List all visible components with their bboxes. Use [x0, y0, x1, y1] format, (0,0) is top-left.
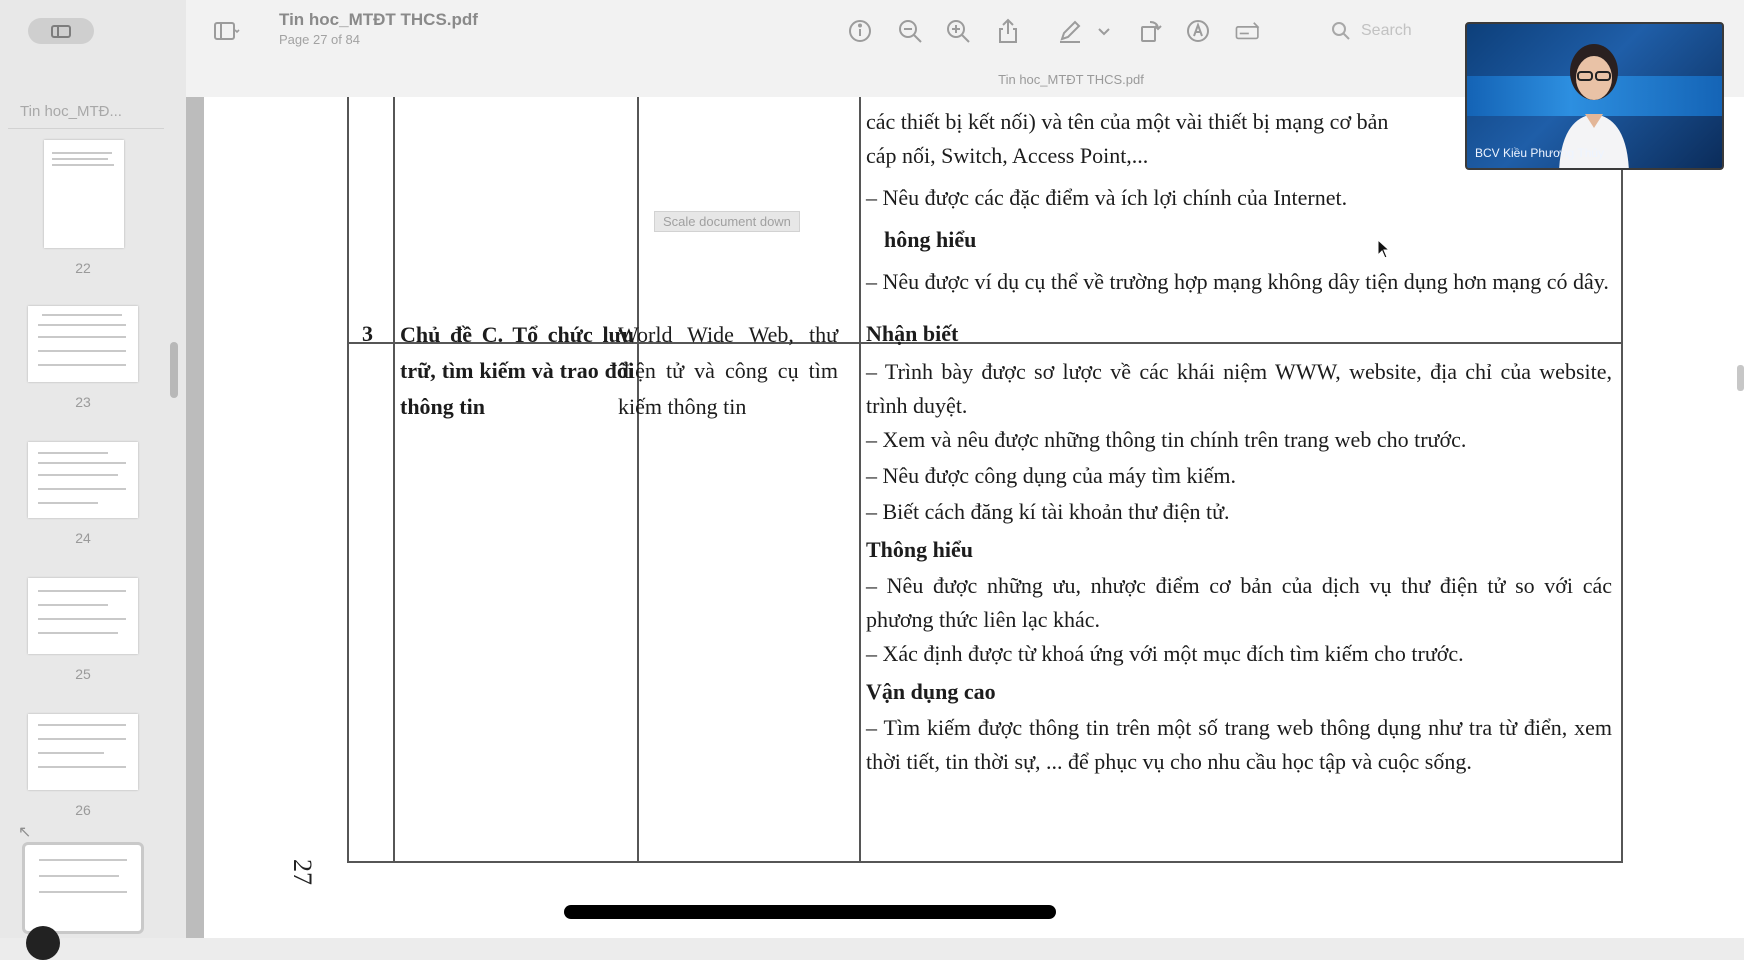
annotate-icon[interactable] — [1184, 17, 1212, 45]
search-input[interactable] — [1359, 21, 1453, 41]
requirement-line: – Trình bày được sơ lược về các khái niệm WWW, website, địa chỉ của website, trình duyệt. — [866, 359, 1612, 418]
page-indicator: Page 27 of 84 — [279, 32, 360, 47]
document-page — [204, 97, 1744, 938]
topic-cell: Chủ đề C. Tổ chức lưu trữ, tìm kiếm và trao đổi thông tin — [400, 322, 634, 419]
search-field[interactable] — [1329, 18, 1449, 44]
table-border — [1621, 97, 1623, 863]
tooltip: Scale document down — [654, 211, 800, 232]
page-thumbnail[interactable] — [28, 442, 138, 518]
thumbnail-label: 23 — [75, 394, 91, 410]
requirement-heading: hông hiểu — [884, 227, 977, 252]
sidebar-divider[interactable] — [186, 97, 204, 938]
markup-pen-icon[interactable] — [1056, 17, 1084, 45]
thumbnail-label: 26 — [75, 802, 91, 818]
page-thumbnail[interactable] — [44, 140, 124, 248]
requirement-heading: Nhận biết — [866, 321, 959, 346]
avatar — [26, 926, 60, 960]
webcam-overlay — [1465, 22, 1724, 170]
document-title: Tin hoc_MTĐT THCS.pdf — [279, 10, 478, 29]
zoom-in-icon[interactable] — [944, 17, 972, 45]
requirement-line: – Tìm kiếm được thông tin trên một số trang web thông dụng như tra từ điển, xem thời tiết, tin thời sự, ... để phục vụ cho nhu cầu học tập và cuộc sống. — [866, 715, 1612, 774]
page-thumbnail-selected[interactable] — [22, 842, 144, 934]
requirement-line: các thiết bị kết nối) và tên của một vài thiết bị mạng cơ bản — [866, 109, 1389, 134]
info-icon[interactable] — [846, 17, 874, 45]
presenter-name-label: BCV Kiều Phương Thủy — [1475, 146, 1605, 160]
sidebar-icon — [51, 25, 71, 38]
page-scrollbar[interactable] — [1737, 365, 1744, 391]
window-title: Tin hoc_MTĐT THCS.pdf — [998, 72, 1144, 87]
rotate-icon[interactable] — [1136, 17, 1164, 45]
form-fill-icon[interactable] — [1234, 17, 1268, 45]
requirement-heading: Thông hiểu — [866, 537, 973, 562]
requirement-line: – Nêu được các đặc điểm và ích lợi chính của Internet. — [866, 185, 1348, 210]
table-border — [347, 97, 349, 863]
page-thumbnail[interactable] — [28, 714, 138, 790]
page-thumbnail[interactable] — [28, 578, 138, 654]
table-border — [859, 97, 861, 863]
sidebar-separator — [8, 128, 164, 129]
content-cell: World Wide Web, thư điện tử và công cụ tìm kiếm thông tin — [618, 322, 838, 419]
sidebar-view-icon[interactable] — [212, 17, 240, 45]
table-border — [347, 861, 1623, 863]
thumbnail-label: 24 — [75, 530, 91, 546]
sidebar-toggle-button[interactable] — [28, 18, 94, 44]
chevron-down-icon[interactable] — [1090, 17, 1108, 45]
cursor-icon: ↖ — [18, 822, 32, 841]
thumbnail-label: 25 — [75, 666, 91, 682]
page-thumbnail[interactable] — [28, 306, 138, 382]
zoom-out-icon[interactable] — [896, 17, 924, 45]
thumbnail-sidebar — [0, 0, 186, 938]
requirement-line: – Nêu được công dụng của máy tìm kiếm. — [866, 463, 1236, 488]
table-border — [393, 97, 395, 863]
thumbnail-label: 22 — [75, 260, 91, 276]
requirement-line: – Nêu được những ưu, nhược điểm cơ bản của dịch vụ thư điện tử so với các phương thức liên lạc khác. — [866, 573, 1612, 632]
sidebar-scrollbar[interactable] — [170, 342, 178, 398]
table-border — [637, 97, 639, 863]
requirement-line: – Nêu được ví dụ cụ thể về trường hợp mạng không dây tiện dụng hơn mạng có dây. — [866, 269, 1609, 294]
requirement-line: – Xác định được từ khoá ứng với một mục đích tìm kiếm cho trước. — [866, 641, 1464, 666]
search-icon — [1329, 19, 1353, 43]
share-icon[interactable] — [994, 17, 1022, 45]
requirement-line: – Xem và nêu được những thông tin chính trên trang web cho trước. — [866, 427, 1467, 452]
page-number: 27 — [288, 859, 317, 885]
requirement-line: – Biết cách đăng kí tài khoản thư điện tử. — [866, 499, 1230, 524]
requirement-line: cáp nối, Switch, Access Point,... — [866, 143, 1149, 168]
requirement-heading: Vận dụng cao — [866, 679, 996, 704]
home-indicator — [564, 905, 1056, 919]
mouse-pointer-icon — [1377, 239, 1391, 259]
sidebar-title: Tin hoc_MTĐ... — [20, 103, 122, 120]
row-number: 3 — [362, 321, 373, 346]
